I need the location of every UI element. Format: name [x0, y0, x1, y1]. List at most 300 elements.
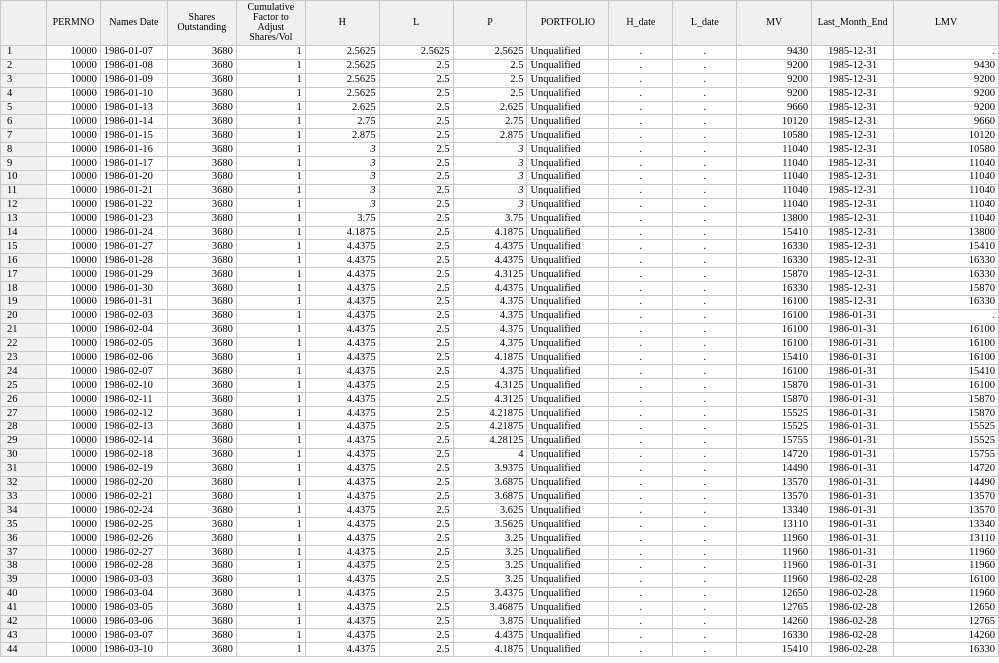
table-cell[interactable]: 3680: [167, 615, 236, 629]
table-cell[interactable]: 2.5: [379, 240, 453, 254]
table-cell[interactable]: 1986-03-10: [100, 643, 167, 657]
table-cell[interactable]: 1986-02-11: [100, 393, 167, 407]
table-cell[interactable]: .: [609, 87, 673, 101]
table-cell[interactable]: 1986-02-21: [100, 490, 167, 504]
table-cell[interactable]: 9200: [894, 101, 999, 115]
table-cell[interactable]: Unqualified: [527, 587, 609, 601]
table-cell[interactable]: .: [673, 421, 737, 435]
row-number[interactable]: 9: [1, 157, 47, 171]
table-cell[interactable]: 9660: [737, 101, 812, 115]
table-cell[interactable]: 3.4375: [453, 587, 527, 601]
table-cell[interactable]: 11040: [894, 184, 999, 198]
table-cell[interactable]: 1986-03-06: [100, 615, 167, 629]
table-cell[interactable]: 3.75: [453, 212, 527, 226]
table-cell[interactable]: 1986-02-06: [100, 351, 167, 365]
table-cell[interactable]: 11040: [737, 157, 812, 171]
table-cell[interactable]: .: [609, 504, 673, 518]
table-cell[interactable]: 3.25: [453, 559, 527, 573]
table-cell[interactable]: 2.5: [379, 143, 453, 157]
table-cell[interactable]: 11960: [737, 532, 812, 546]
table-cell[interactable]: 11040: [737, 198, 812, 212]
table-cell[interactable]: 14260: [894, 629, 999, 643]
table-cell[interactable]: 12650: [737, 587, 812, 601]
table-cell[interactable]: .: [673, 629, 737, 643]
row-number[interactable]: 6: [1, 115, 47, 129]
table-cell[interactable]: 16330: [894, 254, 999, 268]
table-cell[interactable]: 1: [236, 448, 305, 462]
table-cell[interactable]: 3680: [167, 87, 236, 101]
table-cell[interactable]: 1: [236, 254, 305, 268]
table-cell[interactable]: 4.1875: [453, 226, 527, 240]
table-cell[interactable]: 3: [453, 143, 527, 157]
table-row[interactable]: [1, 115, 999, 129]
table-cell[interactable]: 3680: [167, 254, 236, 268]
table-cell[interactable]: 10000: [46, 462, 100, 476]
table-cell[interactable]: 10000: [46, 573, 100, 587]
row-number[interactable]: 42: [1, 615, 47, 629]
table-cell[interactable]: 1: [236, 115, 305, 129]
table-cell[interactable]: .: [609, 296, 673, 310]
table-cell[interactable]: Unqualified: [527, 198, 609, 212]
table-cell[interactable]: Unqualified: [527, 434, 609, 448]
table-row[interactable]: [1, 490, 999, 504]
table-cell[interactable]: 1986-01-16: [100, 143, 167, 157]
row-number[interactable]: 4: [1, 87, 47, 101]
table-cell[interactable]: Unqualified: [527, 643, 609, 657]
table-cell[interactable]: 16100: [894, 337, 999, 351]
table-cell[interactable]: 1: [236, 434, 305, 448]
table-cell[interactable]: 2.5: [453, 87, 527, 101]
table-cell[interactable]: Unqualified: [527, 129, 609, 143]
table-cell[interactable]: 4.4375: [305, 476, 379, 490]
table-cell[interactable]: 1986-01-09: [100, 73, 167, 87]
table-cell[interactable]: 10000: [46, 323, 100, 337]
row-number[interactable]: 37: [1, 546, 47, 560]
table-cell[interactable]: 1986-02-04: [100, 323, 167, 337]
table-cell[interactable]: 3680: [167, 504, 236, 518]
column-header[interactable]: Last_Month_End: [812, 1, 894, 46]
table-cell[interactable]: 1986-01-28: [100, 254, 167, 268]
row-number[interactable]: 1: [1, 46, 47, 60]
table-cell[interactable]: 10000: [46, 87, 100, 101]
table-cell[interactable]: 4.4375: [305, 365, 379, 379]
row-number[interactable]: 36: [1, 532, 47, 546]
table-row[interactable]: [1, 254, 999, 268]
table-cell[interactable]: 4.3125: [453, 379, 527, 393]
table-cell[interactable]: 2.5: [379, 407, 453, 421]
table-cell[interactable]: .: [609, 309, 673, 323]
table-cell[interactable]: 3680: [167, 323, 236, 337]
table-cell[interactable]: 1: [236, 587, 305, 601]
table-cell[interactable]: 3680: [167, 268, 236, 282]
table-cell[interactable]: .: [609, 46, 673, 60]
table-cell[interactable]: 1986-01-31: [812, 518, 894, 532]
table-row[interactable]: [1, 226, 999, 240]
row-number[interactable]: 41: [1, 601, 47, 615]
table-cell[interactable]: 1986-03-04: [100, 587, 167, 601]
table-row[interactable]: [1, 434, 999, 448]
table-cell[interactable]: .: [673, 309, 737, 323]
table-cell[interactable]: 1: [236, 184, 305, 198]
table-row[interactable]: [1, 393, 999, 407]
column-header[interactable]: PERMNO: [46, 1, 100, 46]
table-cell[interactable]: .: [673, 129, 737, 143]
table-cell[interactable]: .: [673, 143, 737, 157]
table-cell[interactable]: 2.5: [379, 115, 453, 129]
row-number[interactable]: 34: [1, 504, 47, 518]
row-number[interactable]: 39: [1, 573, 47, 587]
table-cell[interactable]: 16330: [894, 268, 999, 282]
table-row[interactable]: [1, 601, 999, 615]
table-cell[interactable]: 4.4375: [305, 296, 379, 310]
table-cell[interactable]: 2.5: [379, 101, 453, 115]
table-cell[interactable]: 1: [236, 171, 305, 185]
table-cell[interactable]: 10120: [737, 115, 812, 129]
table-cell[interactable]: 1986-01-15: [100, 129, 167, 143]
table-cell[interactable]: 1986-02-14: [100, 434, 167, 448]
table-cell[interactable]: 3680: [167, 198, 236, 212]
table-row[interactable]: [1, 532, 999, 546]
table-row[interactable]: [1, 282, 999, 296]
table-cell[interactable]: 3680: [167, 601, 236, 615]
column-header[interactable]: Cumulative Factor to Adjust Shares/Vol: [236, 1, 305, 46]
table-cell[interactable]: 11040: [894, 171, 999, 185]
table-cell[interactable]: 2.5: [379, 573, 453, 587]
table-cell[interactable]: 10000: [46, 212, 100, 226]
table-cell[interactable]: 1986-01-17: [100, 157, 167, 171]
table-cell[interactable]: 3680: [167, 629, 236, 643]
table-row[interactable]: [1, 518, 999, 532]
table-cell[interactable]: 1985-12-31: [812, 198, 894, 212]
row-number[interactable]: 17: [1, 268, 47, 282]
table-cell[interactable]: 3: [305, 171, 379, 185]
table-cell[interactable]: 1986-01-22: [100, 198, 167, 212]
table-cell[interactable]: 10000: [46, 365, 100, 379]
table-cell[interactable]: 2.5: [379, 212, 453, 226]
table-cell[interactable]: 4.1875: [453, 351, 527, 365]
table-cell[interactable]: 4.4375: [453, 282, 527, 296]
table-row[interactable]: [1, 407, 999, 421]
table-cell[interactable]: Unqualified: [527, 379, 609, 393]
table-cell[interactable]: 2.5: [379, 476, 453, 490]
table-cell[interactable]: 4.4375: [305, 546, 379, 560]
table-row[interactable]: [1, 337, 999, 351]
table-cell[interactable]: 1: [236, 643, 305, 657]
table-cell[interactable]: .: [609, 407, 673, 421]
table-cell[interactable]: .: [609, 240, 673, 254]
column-header[interactable]: Names Date: [100, 1, 167, 46]
table-row[interactable]: [1, 643, 999, 657]
table-cell[interactable]: 2.5625: [305, 59, 379, 73]
table-cell[interactable]: 13570: [737, 490, 812, 504]
table-cell[interactable]: 9200: [894, 73, 999, 87]
table-cell[interactable]: 1: [236, 490, 305, 504]
table-cell[interactable]: .: [609, 601, 673, 615]
table-cell[interactable]: 3680: [167, 143, 236, 157]
table-cell[interactable]: 3680: [167, 309, 236, 323]
table-cell[interactable]: 2.625: [305, 101, 379, 115]
table-cell[interactable]: 4.4375: [305, 407, 379, 421]
table-cell[interactable]: 3680: [167, 587, 236, 601]
table-cell[interactable]: 2.5: [379, 171, 453, 185]
table-cell[interactable]: .: [609, 198, 673, 212]
table-cell[interactable]: 4.375: [453, 296, 527, 310]
table-cell[interactable]: .: [673, 323, 737, 337]
table-cell[interactable]: .: [673, 184, 737, 198]
row-number[interactable]: 31: [1, 462, 47, 476]
table-cell[interactable]: 1: [236, 46, 305, 60]
table-cell[interactable]: 4.4375: [305, 532, 379, 546]
table-cell[interactable]: .: [673, 379, 737, 393]
table-cell[interactable]: .: [609, 629, 673, 643]
table-cell[interactable]: 10580: [737, 129, 812, 143]
table-cell[interactable]: 4.4375: [305, 490, 379, 504]
table-cell[interactable]: .: [673, 157, 737, 171]
table-cell[interactable]: 1986-03-07: [100, 629, 167, 643]
table-cell[interactable]: 15755: [894, 448, 999, 462]
table-cell[interactable]: 3680: [167, 379, 236, 393]
table-cell[interactable]: 1986-01-13: [100, 101, 167, 115]
table-cell[interactable]: 9200: [737, 73, 812, 87]
table-cell[interactable]: .: [673, 504, 737, 518]
table-cell[interactable]: Unqualified: [527, 601, 609, 615]
row-number[interactable]: 22: [1, 337, 47, 351]
table-cell[interactable]: .: [609, 171, 673, 185]
table-cell[interactable]: 10000: [46, 393, 100, 407]
table-cell[interactable]: 1: [236, 309, 305, 323]
table-cell[interactable]: 2.75: [453, 115, 527, 129]
table-cell[interactable]: 4.375: [453, 323, 527, 337]
table-cell[interactable]: 4.4375: [305, 421, 379, 435]
table-cell[interactable]: .: [673, 643, 737, 657]
table-cell[interactable]: 1986-01-31: [100, 296, 167, 310]
row-number[interactable]: 21: [1, 323, 47, 337]
table-cell[interactable]: .: [609, 212, 673, 226]
row-number[interactable]: 25: [1, 379, 47, 393]
table-cell[interactable]: 2.5625: [305, 73, 379, 87]
table-cell[interactable]: 1986-01-31: [812, 448, 894, 462]
table-cell[interactable]: 14490: [737, 462, 812, 476]
table-cell[interactable]: .: [673, 448, 737, 462]
table-cell[interactable]: 1986-02-25: [100, 518, 167, 532]
table-cell[interactable]: 10000: [46, 532, 100, 546]
table-cell[interactable]: .: [673, 73, 737, 87]
table-cell[interactable]: 2.5: [379, 601, 453, 615]
table-cell[interactable]: 1986-02-05: [100, 337, 167, 351]
table-cell[interactable]: 3: [305, 198, 379, 212]
table-cell[interactable]: 13800: [737, 212, 812, 226]
table-cell[interactable]: .: [609, 393, 673, 407]
table-cell[interactable]: 15870: [737, 393, 812, 407]
table-cell[interactable]: Unqualified: [527, 351, 609, 365]
table-cell[interactable]: 11960: [737, 573, 812, 587]
table-cell[interactable]: 1985-12-31: [812, 73, 894, 87]
table-cell[interactable]: 10000: [46, 143, 100, 157]
table-cell[interactable]: .: [609, 184, 673, 198]
table-cell[interactable]: 4.3125: [453, 393, 527, 407]
table-cell[interactable]: 4.4375: [305, 351, 379, 365]
table-cell[interactable]: 11040: [737, 171, 812, 185]
table-cell[interactable]: 2.5: [379, 629, 453, 643]
row-number[interactable]: 5: [1, 101, 47, 115]
table-cell[interactable]: Unqualified: [527, 629, 609, 643]
table-cell[interactable]: 3.6875: [453, 490, 527, 504]
table-cell[interactable]: 2.5: [379, 615, 453, 629]
table-cell[interactable]: 3: [305, 184, 379, 198]
table-cell[interactable]: 2.5: [379, 365, 453, 379]
table-row[interactable]: [1, 143, 999, 157]
row-number[interactable]: 20: [1, 309, 47, 323]
table-cell[interactable]: .: [609, 337, 673, 351]
table-cell[interactable]: .: [609, 129, 673, 143]
table-cell[interactable]: 10000: [46, 129, 100, 143]
table-row[interactable]: [1, 309, 999, 323]
table-cell[interactable]: 1986-01-31: [812, 504, 894, 518]
table-cell[interactable]: .: [673, 587, 737, 601]
table-cell[interactable]: 1986-01-31: [812, 476, 894, 490]
table-cell[interactable]: 4.375: [453, 365, 527, 379]
table-cell[interactable]: 1: [236, 518, 305, 532]
table-cell[interactable]: 1: [236, 240, 305, 254]
table-row[interactable]: [1, 559, 999, 573]
table-cell[interactable]: 1985-12-31: [812, 115, 894, 129]
table-cell[interactable]: 4.4375: [305, 518, 379, 532]
table-cell[interactable]: 12765: [737, 601, 812, 615]
table-row[interactable]: [1, 129, 999, 143]
row-number[interactable]: 3: [1, 73, 47, 87]
table-cell[interactable]: .: [673, 351, 737, 365]
table-row[interactable]: [1, 157, 999, 171]
row-number[interactable]: 35: [1, 518, 47, 532]
table-cell[interactable]: 10000: [46, 59, 100, 73]
column-header[interactable]: H: [305, 1, 379, 46]
table-cell[interactable]: 1: [236, 421, 305, 435]
table-cell[interactable]: 10000: [46, 226, 100, 240]
table-cell[interactable]: 1986-02-07: [100, 365, 167, 379]
table-cell[interactable]: 15870: [894, 393, 999, 407]
table-cell[interactable]: 14720: [894, 462, 999, 476]
table-cell[interactable]: 4.4375: [305, 309, 379, 323]
table-cell[interactable]: 10000: [46, 101, 100, 115]
table-cell[interactable]: 10000: [46, 407, 100, 421]
table-row[interactable]: [1, 212, 999, 226]
table-cell[interactable]: 1: [236, 462, 305, 476]
table-cell[interactable]: 1986-01-31: [812, 407, 894, 421]
table-cell[interactable]: 4.4375: [305, 559, 379, 573]
table-cell[interactable]: 1986-02-27: [100, 546, 167, 560]
table-cell[interactable]: 1: [236, 212, 305, 226]
column-header[interactable]: H_date: [609, 1, 673, 46]
table-cell[interactable]: .: [673, 615, 737, 629]
table-cell[interactable]: .: [609, 254, 673, 268]
table-cell[interactable]: 1: [236, 365, 305, 379]
table-cell[interactable]: 1986-02-28: [812, 615, 894, 629]
table-cell[interactable]: 10580: [894, 143, 999, 157]
table-cell[interactable]: 15410: [737, 643, 812, 657]
table-cell[interactable]: 1986-01-31: [812, 379, 894, 393]
row-number[interactable]: 7: [1, 129, 47, 143]
table-cell[interactable]: 3.25: [453, 573, 527, 587]
table-cell[interactable]: 1986-02-20: [100, 476, 167, 490]
table-cell[interactable]: 10120: [894, 129, 999, 143]
table-cell[interactable]: 1985-12-31: [812, 212, 894, 226]
table-cell[interactable]: 1986-02-10: [100, 379, 167, 393]
table-cell[interactable]: 10000: [46, 115, 100, 129]
table-cell[interactable]: 1: [236, 59, 305, 73]
table-cell[interactable]: 3680: [167, 573, 236, 587]
column-header[interactable]: MV: [737, 1, 812, 46]
table-cell[interactable]: .: [673, 198, 737, 212]
table-cell[interactable]: .: [673, 101, 737, 115]
table-cell[interactable]: 10000: [46, 198, 100, 212]
table-cell[interactable]: 15525: [894, 421, 999, 435]
table-cell[interactable]: 10000: [46, 504, 100, 518]
table-cell[interactable]: 2.5: [379, 254, 453, 268]
table-cell[interactable]: 1: [236, 101, 305, 115]
table-cell[interactable]: 2.625: [453, 101, 527, 115]
table-cell[interactable]: 15870: [737, 268, 812, 282]
table-cell[interactable]: 2.5: [453, 59, 527, 73]
table-row[interactable]: [1, 615, 999, 629]
table-cell[interactable]: 1: [236, 601, 305, 615]
table-cell[interactable]: Unqualified: [527, 115, 609, 129]
table-cell[interactable]: 15410: [894, 240, 999, 254]
table-cell[interactable]: 10000: [46, 559, 100, 573]
table-cell[interactable]: 13570: [894, 504, 999, 518]
table-cell[interactable]: 14720: [737, 448, 812, 462]
table-cell[interactable]: 10000: [46, 46, 100, 60]
table-cell[interactable]: 16100: [894, 323, 999, 337]
table-cell[interactable]: 2.875: [305, 129, 379, 143]
row-number[interactable]: 16: [1, 254, 47, 268]
table-cell[interactable]: 1985-12-31: [812, 254, 894, 268]
table-cell[interactable]: .: [609, 226, 673, 240]
table-cell[interactable]: Unqualified: [527, 532, 609, 546]
table-cell[interactable]: 1986-02-18: [100, 448, 167, 462]
table-cell[interactable]: 10000: [46, 73, 100, 87]
table-cell[interactable]: Unqualified: [527, 46, 609, 60]
table-cell[interactable]: 4.4375: [305, 448, 379, 462]
table-cell[interactable]: 3.9375: [453, 462, 527, 476]
table-cell[interactable]: 10000: [46, 240, 100, 254]
table-cell[interactable]: Unqualified: [527, 462, 609, 476]
table-cell[interactable]: 3: [453, 184, 527, 198]
table-cell[interactable]: .: [673, 546, 737, 560]
table-cell[interactable]: 2.5: [379, 157, 453, 171]
table-cell[interactable]: Unqualified: [527, 254, 609, 268]
table-cell[interactable]: 3: [453, 157, 527, 171]
table-cell[interactable]: 16330: [737, 629, 812, 643]
table-cell[interactable]: 1986-01-31: [812, 393, 894, 407]
table-cell[interactable]: 1986-02-12: [100, 407, 167, 421]
table-cell[interactable]: 3680: [167, 240, 236, 254]
table-cell[interactable]: 3680: [167, 59, 236, 73]
table-cell[interactable]: 1: [236, 629, 305, 643]
table-cell[interactable]: 4.4375: [305, 282, 379, 296]
table-cell[interactable]: .: [673, 559, 737, 573]
table-cell[interactable]: 4.1875: [305, 226, 379, 240]
table-cell[interactable]: 1986-01-31: [812, 546, 894, 560]
table-cell[interactable]: 1: [236, 337, 305, 351]
table-cell[interactable]: 1: [236, 157, 305, 171]
table-cell[interactable]: 1: [236, 87, 305, 101]
table-cell[interactable]: 10000: [46, 157, 100, 171]
table-cell[interactable]: 1985-12-31: [812, 143, 894, 157]
table-cell[interactable]: 3680: [167, 282, 236, 296]
row-number[interactable]: 27: [1, 407, 47, 421]
table-cell[interactable]: 2.5: [379, 559, 453, 573]
table-cell[interactable]: 2.5: [379, 504, 453, 518]
